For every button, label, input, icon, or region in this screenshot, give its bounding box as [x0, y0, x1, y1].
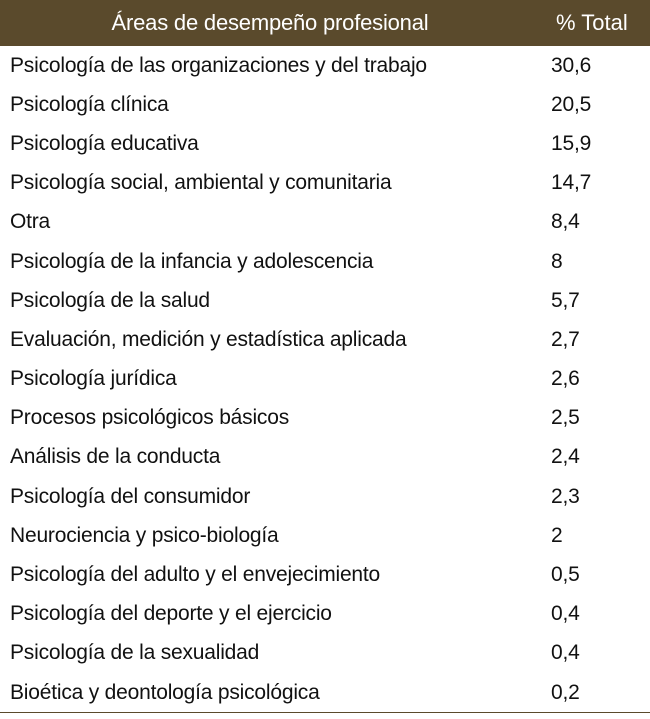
cell-area: Psicología de las organizaciones y del trabajo	[10, 53, 427, 77]
cell-area: Psicología de la infancia y adolescencia	[10, 249, 374, 273]
cell-total: 0,2	[540, 673, 650, 713]
cell-area: Psicología clínica	[10, 92, 169, 116]
cell-area: Evaluación, medición y estadística aplicada	[10, 327, 407, 351]
table-row	[0, 281, 650, 320]
cell-area: Psicología del adulto y el envejecimiento	[10, 563, 381, 587]
cell-total: 2,6	[551, 367, 580, 391]
table-row	[0, 555, 650, 594]
table-row	[0, 203, 650, 242]
cell-area: Psicología jurídica	[10, 367, 177, 391]
cell-total: 5,7	[551, 288, 580, 312]
table-row	[0, 242, 650, 281]
cell-area: Psicología social, ambiental y comunitaria	[10, 171, 392, 195]
table-row	[0, 164, 650, 203]
table-row	[0, 438, 650, 477]
table-row	[0, 46, 650, 85]
cell-total: 8	[551, 249, 563, 273]
cell-total: 0,5	[551, 563, 580, 587]
cell-total: 20,5	[551, 92, 592, 116]
table-row	[0, 477, 650, 516]
table-row	[0, 516, 650, 555]
cell-total: 0,4	[551, 602, 580, 626]
table-header	[0, 0, 650, 46]
cell-area: Psicología del consumidor	[10, 484, 251, 508]
cell-total: 2,5	[551, 406, 580, 430]
table-row	[0, 673, 650, 713]
table-row	[0, 320, 650, 359]
cell-area: Bioética y deontología psicológica	[0, 673, 540, 713]
cell-total: 14,7	[551, 171, 592, 195]
table-row	[0, 595, 650, 634]
cell-area: Neurociencia y psico-biología	[10, 523, 279, 547]
cell-total: 30,6	[551, 53, 592, 77]
cell-total: 2,7	[551, 327, 580, 351]
cell-total: 2	[551, 523, 563, 547]
cell-total: 0,4	[551, 641, 580, 665]
cell-area: Psicología del deporte y el ejercicio	[10, 602, 332, 626]
cell-total: 2,3	[551, 484, 580, 508]
cell-total: 15,9	[551, 131, 592, 155]
cell-area: Otra	[10, 210, 51, 234]
table-body	[0, 46, 650, 713]
cell-area: Análisis de la conducta	[10, 445, 221, 469]
cell-area: Psicología de la sexualidad	[10, 641, 260, 665]
table-row	[0, 399, 650, 438]
table-row	[0, 85, 650, 124]
header-area: Áreas de desempeño profesional	[111, 10, 429, 35]
cell-total: 8,4	[551, 210, 580, 234]
cell-area: Psicología de la salud	[10, 288, 210, 312]
cell-area: Procesos psicológicos básicos	[10, 406, 290, 430]
table-row	[0, 360, 650, 399]
table-row	[0, 634, 650, 673]
cell-area: Psicología educativa	[10, 131, 199, 155]
cell-total: 2,4	[551, 445, 580, 469]
header-row	[0, 0, 650, 46]
table-row	[0, 124, 650, 163]
header-total: % Total	[556, 10, 628, 35]
